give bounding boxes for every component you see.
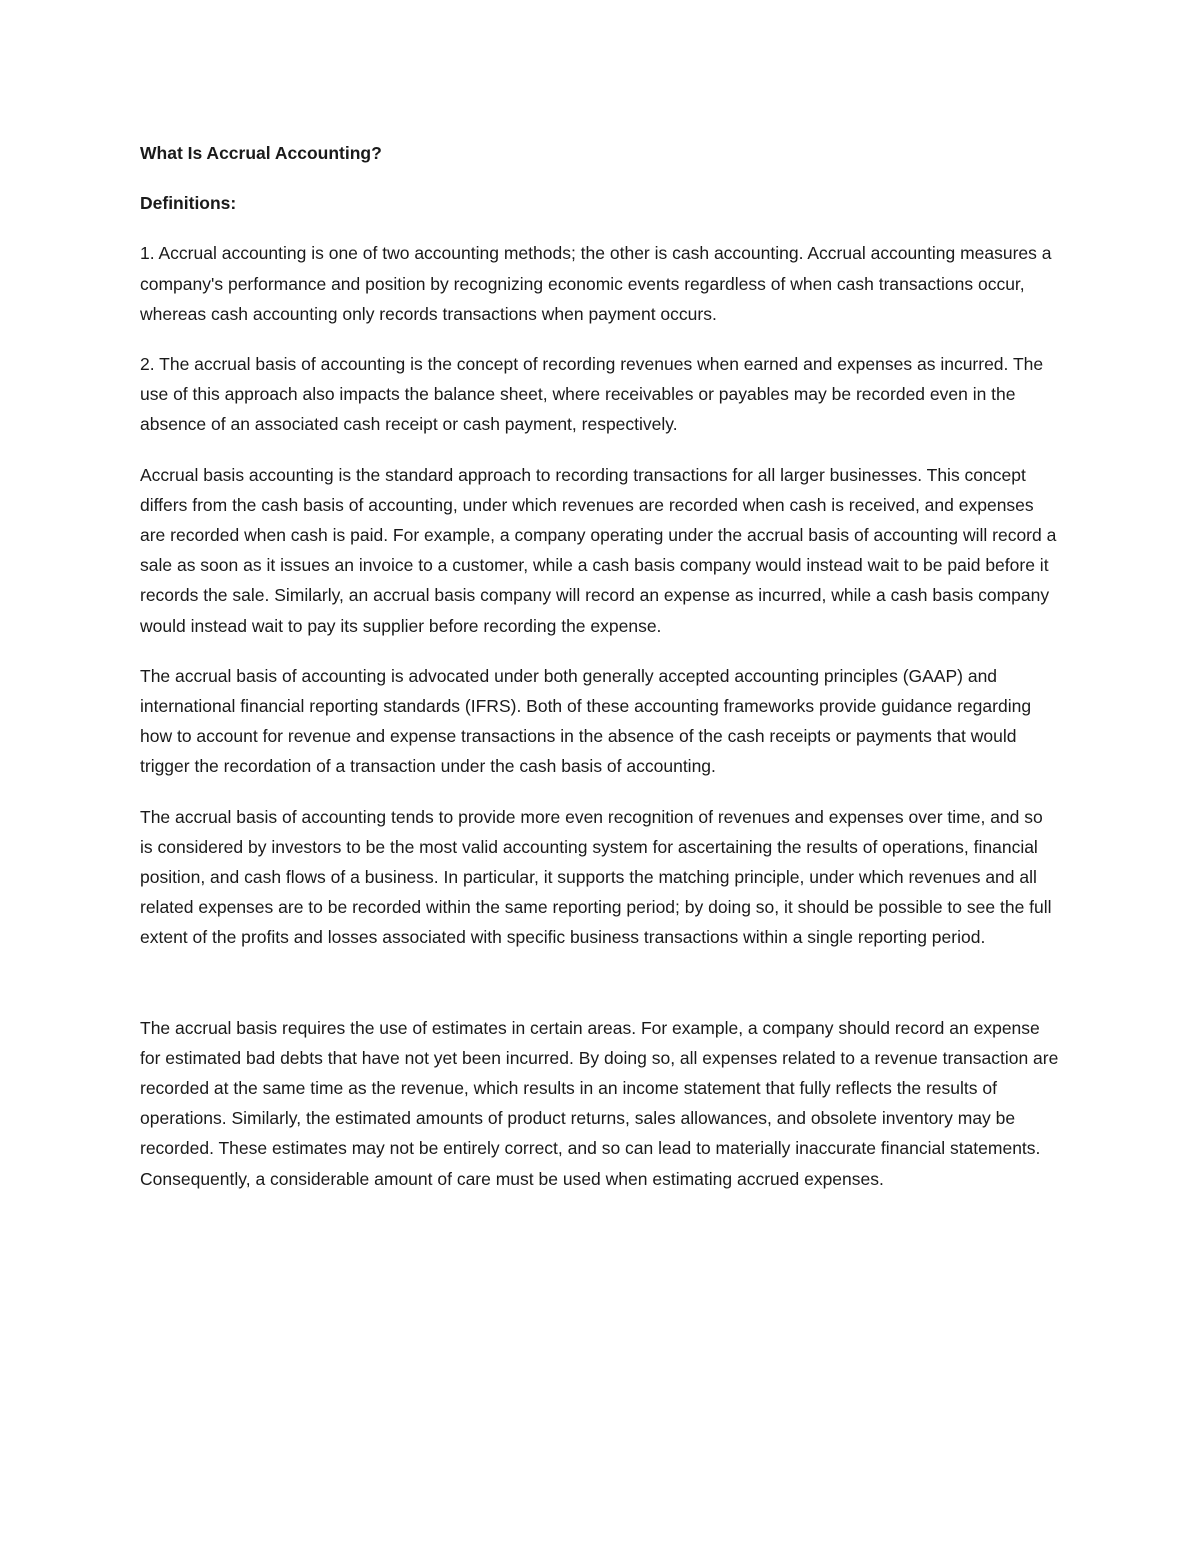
document-body bbox=[140, 138, 1060, 1214]
paragraph-definition-2: 2. The accrual basis of accounting is the concept of recording revenues when earned and expenses as incurred. The use of this approach also impacts the balance sheet, where receivables or payables may be recorded even in the absence of an associated cash receipt or cash payment, respectively. bbox=[140, 354, 1044, 435]
document-title: What Is Accrual Accounting? bbox=[140, 143, 382, 163]
paragraph-matching-principle: The accrual basis of accounting tends to provide more even recognition of revenues and expenses over time, and so is considered by investors to be the most valid accounting system for ascertaining the results of operations, financial position, and cash flows of a business. In particular, it supports the matching principle, under which revenues and all related expenses are to be recorded within the same reporting period; by doing so, it should be possible to see the full extent of the profits and losses associated with specific business transactions within a single reporting period. bbox=[140, 806, 1052, 948]
definitions-label: Definitions: bbox=[140, 193, 237, 214]
paragraph-gaap-ifrs: The accrual basis of accounting is advocated under both generally accepted accounting principles (GAAP) and international financial reporting standards (IFRS). Both of these accounting frameworks provide guidance regarding how to account for revenue and expense transactions in the absence of the cash receipts or payments that would trigger the recordation of a transaction under the cash basis of accounting. bbox=[140, 665, 1032, 777]
paragraph-standard-approach: Accrual basis accounting is the standard approach to recording transactions for all larger businesses. This concept differs from the cash basis of accounting, under which revenues are recorded when cash is received, and expenses are recorded when cash is paid. For example, a company operating under the accrual basis of accounting will record a sale as soon as it issues an invoice to a customer, while a cash basis company would instead wait to be paid before it records the sale. Similarly, an accrual basis company will record an expense as incurred, while a cash basis company would instead wait to pay its supplier before recording the expense. bbox=[140, 464, 1057, 636]
paragraph-estimates: The accrual basis requires the use of estimates in certain areas. For example, a company should record an expense for estimated bad debts that have not yet been incurred. By doing so, all expenses related to a revenue transaction are recorded at the same time as the revenue, which results in an income statement that fully reflects the results of operations. Similarly, the estimated amounts of product returns, sales allowances, and obsolete inventory may be recorded. These estimates may not be entirely correct, and so can lead to materially inaccurate financial statements. Consequently, a considerable amount of care must be used when estimating accrued expenses. bbox=[140, 1017, 1059, 1189]
paragraph-definition-1: 1. Accrual accounting is one of two accounting methods; the other is cash accounting. Accrual accounting measures a company's performance and position by recognizing economic events regardless of when cash transactions occur, whereas cash accounting only records transactions when payment occurs. bbox=[140, 243, 1052, 324]
